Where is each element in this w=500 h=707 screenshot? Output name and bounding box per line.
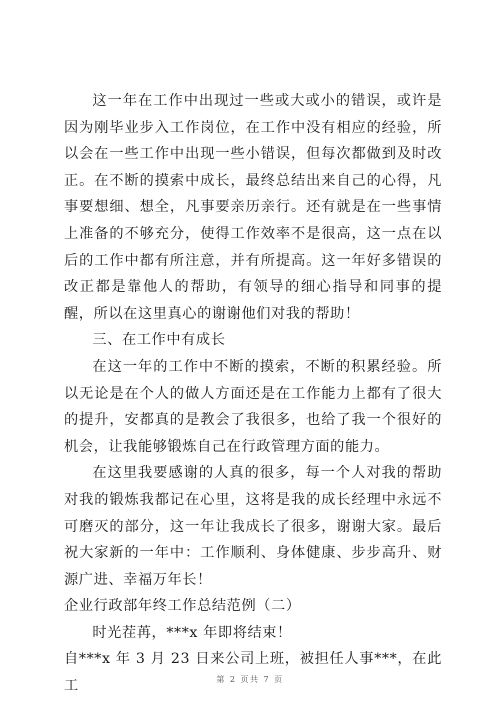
paragraph-mistakes: 这一年在工作中出现过一些或大或小的错误，或许是因为刚毕业步入工作岗位，在工作中没有相应的经验，所以会在一些工作中出现一些小错误，但每次都做到及时改正。在不断的摸索中成长，最终总结出来自己的心得，凡事要想细、想全，凡事要亲历亲行。还有就是在一些事情上准备的不够充分，使得工作效率不是很高，这一点在以后的工作中都有所注意，并有所提高。这一年好多错误的改正都是靠他人的帮助，有领导的细心指导和同事的提醒，所以在这里真心的谢谢他们对我的帮助！ — [64, 93, 442, 322]
paragraph-thanks: 在这里我要感谢的人真的很多，每一个人对我的帮助对我的锻炼我都记在心里，这将是我的成长经理中永远不可磨灭的部分，这一年让我成长了很多，谢谢大家。最后祝大家新的一年中：工作顺利、身体健康、步步高升、财源广进、幸福万年长！ — [64, 465, 442, 588]
document-body — [64, 88, 442, 700]
section-heading-growth: 三、在工作中有成长 — [92, 332, 226, 349]
page-number-footer: 第 2 页共 7 页 — [216, 675, 284, 684]
paragraph-year-end: 时光茬苒，***x 年即将结束！ — [92, 624, 292, 641]
document-subtitle: 企业行政部年终工作总结范例（二） — [64, 598, 301, 615]
paragraph-start-date: 自***x 年 3 月 23 日来公司上班，被担任人事***，在此工 — [64, 651, 442, 695]
paragraph-experience: 在这一年的工作中不断的摸索，不断的积累经验。所以无论是在个人的做人方面还是在工作能力上都有了很大的提升，安都真的是教会了我很多，也给了我一个很好的机会，让我能够锻炼自己在行政管理方面的能力。 — [64, 358, 442, 455]
